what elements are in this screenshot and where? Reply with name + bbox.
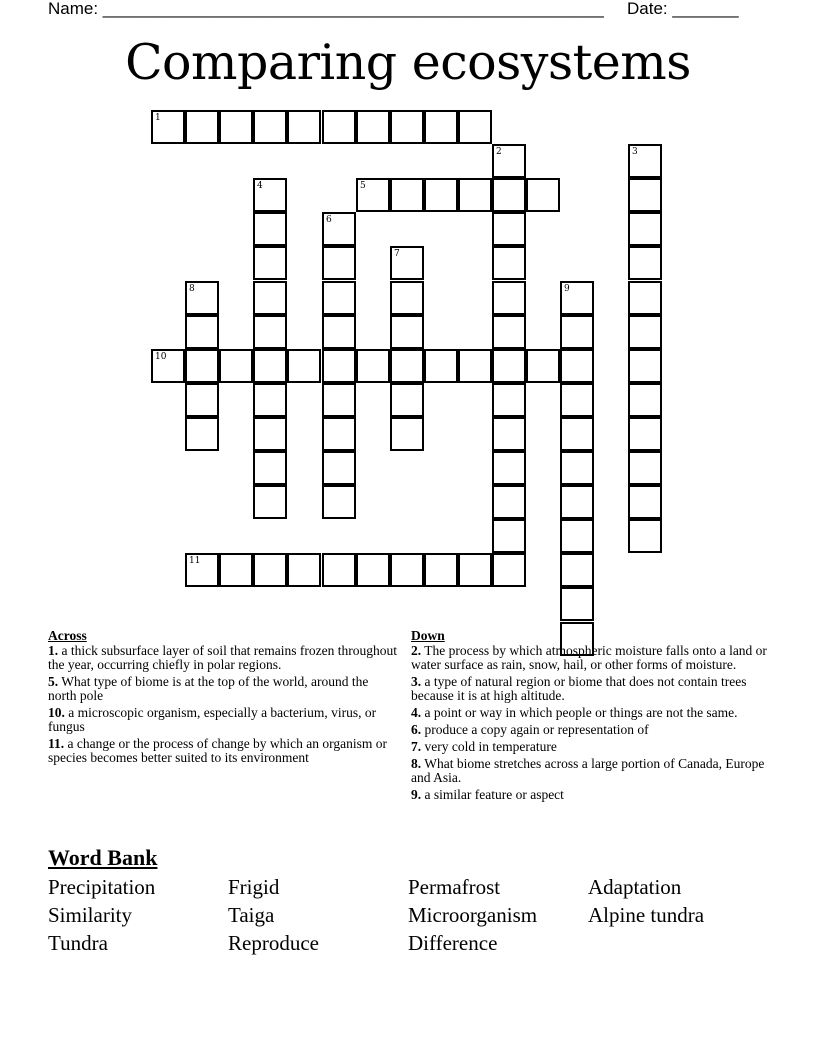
crossword-cell[interactable] [492, 485, 526, 519]
word-bank-title: Word Bank [48, 845, 158, 870]
crossword-cell[interactable] [390, 417, 424, 451]
crossword-cell[interactable] [390, 281, 424, 315]
crossword-cell[interactable] [185, 281, 219, 315]
word-bank-item: Adaptation [588, 875, 682, 899]
crossword-cell[interactable] [424, 553, 458, 587]
crossword-cell[interactable] [628, 281, 662, 315]
crossword-cell[interactable] [356, 349, 390, 383]
clue-across-11: 11. a change or the process of change by which an organism or species becomes better suited to its environment [48, 736, 388, 765]
clue-down-9: 9. a similar feature or aspect [411, 787, 564, 802]
crossword-cell[interactable] [560, 417, 594, 451]
crossword-cell[interactable] [253, 178, 287, 212]
crossword-cell[interactable] [322, 417, 356, 451]
clue-number: 11 [189, 556, 201, 566]
crossword-cell[interactable] [253, 110, 287, 144]
clue-down-3: 3. a type of natural region or biome that does not contain trees because it is at high altitude. [411, 674, 747, 703]
crossword-cell[interactable] [526, 349, 560, 383]
crossword-cell[interactable] [390, 315, 424, 349]
crossword-cell[interactable] [185, 315, 219, 349]
crossword-cell[interactable] [628, 383, 662, 417]
name-field-label: Name: _____________________________________________________ [48, 0, 604, 18]
clue-down-8: 8. What biome stretches across a large portion of Canada, Europe and Asia. [411, 756, 765, 785]
crossword-cell[interactable] [287, 553, 321, 587]
crossword-cell[interactable] [492, 246, 526, 280]
crossword-cell[interactable] [322, 110, 356, 144]
crossword-cell[interactable] [628, 451, 662, 485]
crossword-cell[interactable] [253, 553, 287, 587]
crossword-cell[interactable] [390, 553, 424, 587]
crossword-cell[interactable] [628, 349, 662, 383]
crossword-cell[interactable] [185, 110, 219, 144]
crossword-cell[interactable] [253, 417, 287, 451]
crossword-cell[interactable] [560, 553, 594, 587]
crossword-cell[interactable] [253, 451, 287, 485]
date-field-label: Date: _______ [627, 0, 739, 18]
clue-number: 1 [155, 113, 161, 123]
crossword-cell[interactable] [492, 417, 526, 451]
crossword-cell[interactable] [253, 281, 287, 315]
clue-number: 8 [189, 284, 195, 294]
crossword-cell[interactable] [322, 246, 356, 280]
crossword-cell[interactable] [253, 349, 287, 383]
clue-across-1: 1. a thick subsurface layer of soil that remains frozen throughout the year, occurring chiefly in polar regions. [48, 643, 398, 672]
crossword-cell[interactable] [356, 178, 390, 212]
clue-across-10: 10. a microscopic organism, especially a bacterium, virus, or fungus [48, 705, 377, 734]
crossword-cell[interactable] [253, 485, 287, 519]
crossword-cell[interactable] [560, 349, 594, 383]
word-bank-item: Difference [408, 931, 498, 955]
word-bank-item: Alpine tundra [588, 903, 705, 927]
word-bank-item: Taiga [228, 903, 275, 927]
crossword-cell[interactable] [390, 246, 424, 280]
crossword-cell[interactable] [322, 349, 356, 383]
crossword-cell[interactable] [560, 451, 594, 485]
crossword-cell[interactable] [492, 281, 526, 315]
crossword-cell[interactable] [185, 349, 219, 383]
clue-number: 9 [564, 284, 570, 294]
crossword-cell[interactable] [560, 587, 594, 621]
crossword-cell[interactable] [253, 383, 287, 417]
clue-number: 5 [360, 181, 366, 191]
word-bank-item: Microorganism [408, 903, 538, 927]
clue-number: 4 [257, 181, 263, 191]
crossword-cell[interactable] [424, 178, 458, 212]
across-clues [48, 629, 398, 768]
crossword-cell[interactable] [628, 417, 662, 451]
page-title: Comparing ecosystems [125, 34, 691, 91]
crossword-cell[interactable] [492, 212, 526, 246]
word-bank-item: Similarity [48, 903, 132, 927]
crossword-cell[interactable] [560, 281, 594, 315]
crossword-cell[interactable] [492, 383, 526, 417]
clue-number: 7 [394, 249, 400, 259]
clue-number: 10 [155, 352, 167, 362]
crossword-cell[interactable] [322, 281, 356, 315]
crossword-cell[interactable] [526, 178, 560, 212]
crossword-cell[interactable] [356, 110, 390, 144]
clue-across-5: 5. What type of biome is at the top of the world, around the north pole [48, 674, 369, 703]
crossword-cell[interactable] [424, 349, 458, 383]
crossword-cell[interactable] [322, 383, 356, 417]
word-bank-item: Permafrost [408, 875, 501, 899]
crossword-cell[interactable] [253, 246, 287, 280]
crossword-cell[interactable] [492, 553, 526, 587]
clue-down-6: 6. produce a copy again or representation of [411, 722, 649, 737]
crossword-cell[interactable] [322, 553, 356, 587]
crossword-cell[interactable] [185, 417, 219, 451]
crossword-cell[interactable] [628, 519, 662, 553]
clue-number: 3 [632, 147, 638, 157]
crossword-cell[interactable] [458, 553, 492, 587]
crossword-cell[interactable] [253, 315, 287, 349]
clue-down-4: 4. a point or way in which people or things are not the same. [411, 705, 738, 720]
crossword-cell[interactable] [151, 110, 185, 144]
crossword-cell[interactable] [322, 212, 356, 246]
clue-down-7: 7. very cold in temperature [411, 739, 557, 754]
crossword-cell[interactable] [151, 349, 185, 383]
crossword-cell[interactable] [390, 383, 424, 417]
crossword-cell[interactable] [628, 212, 662, 246]
word-bank-item: Reproduce [228, 931, 319, 955]
crossword-cell[interactable] [458, 178, 492, 212]
crossword-cell[interactable] [322, 315, 356, 349]
crossword-cell[interactable] [628, 315, 662, 349]
down-clues [411, 629, 771, 805]
crossword-cell[interactable] [560, 315, 594, 349]
crossword-cell[interactable] [322, 451, 356, 485]
crossword-cell[interactable] [458, 110, 492, 144]
crossword-cell[interactable] [492, 315, 526, 349]
crossword-cell[interactable] [287, 110, 321, 144]
crossword-cell[interactable] [219, 349, 253, 383]
crossword-cell[interactable] [492, 519, 526, 553]
crossword-cell[interactable] [492, 144, 526, 178]
crossword-cell[interactable] [219, 110, 253, 144]
crossword-cell[interactable] [185, 553, 219, 587]
crossword-cell[interactable] [287, 349, 321, 383]
crossword-cell[interactable] [560, 519, 594, 553]
crossword-cell[interactable] [628, 246, 662, 280]
word-bank-item: Tundra [48, 931, 108, 955]
clue-down-2: 2. The process by which atmospheric moisture falls onto a land or water surface as rain, snow, hail, or other forms of moisture. [411, 643, 767, 672]
crossword-cell[interactable] [322, 485, 356, 519]
crossword-cell[interactable] [390, 349, 424, 383]
crossword-cell[interactable] [458, 349, 492, 383]
word-bank-item: Frigid [228, 875, 280, 899]
down-heading: Down [411, 628, 445, 643]
word-bank-item: Precipitation [48, 875, 156, 899]
crossword-cell[interactable] [390, 110, 424, 144]
crossword-cell[interactable] [492, 178, 526, 212]
crossword-cell[interactable] [390, 178, 424, 212]
crossword-cell[interactable] [219, 553, 253, 587]
crossword-cell[interactable] [253, 212, 287, 246]
crossword-cell[interactable] [628, 178, 662, 212]
clue-number: 2 [496, 147, 502, 157]
crossword-cell[interactable] [560, 383, 594, 417]
crossword-cell[interactable] [628, 144, 662, 178]
crossword-cell[interactable] [185, 383, 219, 417]
crossword-cell[interactable] [424, 110, 458, 144]
crossword-cell[interactable] [628, 485, 662, 519]
crossword-cell[interactable] [492, 349, 526, 383]
crossword-cell[interactable] [356, 553, 390, 587]
clue-number: 6 [326, 215, 332, 225]
across-heading: Across [48, 628, 87, 643]
crossword-cell[interactable] [560, 485, 594, 519]
crossword-cell[interactable] [492, 451, 526, 485]
